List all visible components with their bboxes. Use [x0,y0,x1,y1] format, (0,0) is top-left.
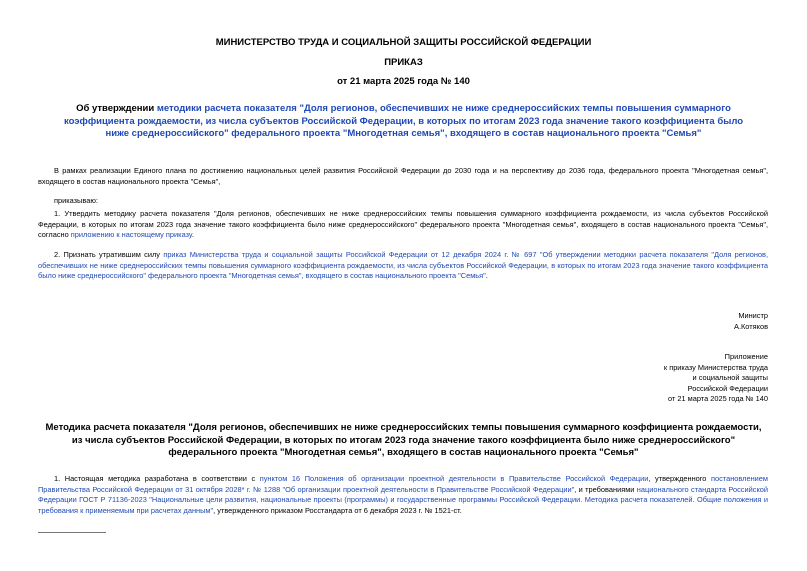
date-number-heading: от 21 марта 2025 года № 140 [337,76,470,87]
doc-type-heading: ПРИКАЗ [384,57,423,68]
item-2-order-link[interactable]: приказ Министерства труда и социальной защиты Российской Федерации от 12 декабря 2024 г. № 697 "Об утверждении методики расчета показателя "Доля регионов, обеспечивших не ниже среднероссийских темпы повышения суммарного коэффициента рождаемости, из числа субъектов Российской Федерации, в которых по итогам 2023 года значение такого коэффициента было ниже среднероссийского" федерального проекта "Многодетная семья", входящего в состав национального проекта "Семья" [38,250,769,281]
order-word: приказываю: [54,196,98,205]
method-p1-part-c: , и требованиями [574,484,637,494]
intro-paragraph: В рамках реализации Единого плана по достижению национальных целей развития Российской Федерации до 2030 года и на перспективу до 2036 года, федерального проекта "Многодетная семья", входящего в состав национального проекта "Семья", [38,166,768,186]
ministry-heading: МИНИСТЕРСТВО ТРУДА И СОЦИАЛЬНОЙ ЗАЩИТЫ РОССИЙСКОЙ ФЕДЕРАЦИИ [215,37,592,48]
signature-block [600,311,768,332]
footnote-separator [38,532,106,533]
method-p1-link-2[interactable]: постановлением Правительства Российской Федерации от 31 октября 2028* г. № 1288 "Об организации проектной деятельности в Правительстве Российской Федерации" [38,474,768,494]
method-p1-link-1[interactable]: пунктом 16 Положения об организации проектной деятельности в Правительстве Российской Федерации [259,474,649,483]
method-paragraph-1 [38,474,768,516]
item-1-paragraph [38,209,768,241]
order-title-prefix: Об утверждении [76,103,157,114]
method-p1-link-3[interactable]: национального стандарта Российской Федерации ГОСТ Р 71136-2023 "Национальные цели развития, национальные проекты (программы) и государственные программы Российской Федерации. Методика расчета показателей. Общие положения и требования к применяемым при расчетах данным" [38,484,768,515]
item-2-paragraph [38,250,768,282]
item-1-text: 1. Утвердить методику расчета показателя "Доля регионов, обеспечивших не ниже среднероссийских темпы повышения суммарного коэффициента рождаемости, из числа субъектов Российской Федерации, в которых по итогам 2023 года значение такого коэффициента было ниже среднероссийского" федерального проекта "Многодетная семья", входящего в состав национального проекта "Семья", согласно [38,209,768,240]
method-p1-part-d: , утвержденного приказом Росстандарта от 6 декабря 2023 г. № 1521-ст. [213,505,462,515]
signature-name: А.Котяков [734,321,768,331]
appendix-line-3: и социальной защиты [692,373,768,383]
item-1-appendix-link[interactable]: приложению к настоящему приказу [70,230,192,240]
appendix-block [560,352,768,405]
signature-position: Министр [738,311,768,320]
item-1-end: . [191,230,194,240]
item-2-text: 2. Признать утратившим силу [54,250,164,259]
order-title [52,103,755,141]
appendix-line-1: Приложение [724,352,768,361]
order-title-link[interactable]: методики расчета показателя "Доля регионов, обеспечивших не ниже среднероссийских темпы повышения суммарного коэффициента рождаемости, из числа субъектов Российской Федерации, в которых по итогам 2023 года значение такого коэффициента было ниже среднероссийского" федерального проекта "Многодетная семья", входящего в состав национального проекта "Семья" [63,103,744,139]
item-2-end: . [485,271,488,281]
appendix-line-2: к приказу Министерства труда [663,362,768,372]
method-p1-part-b: , утвержденного [648,474,711,483]
method-title: Методика расчета показателя "Доля регионов, обеспечивших не ниже среднероссийских темпы повышения суммарного коэффициента рождаемости, из числа субъектов Российской Федерации, в которых по итогам 2023 года значение такого коэффициента было ниже среднероссийского" федерального проекта "Многодетная семья", входящего в состав национального проекта "Семья" [45,422,762,458]
appendix-line-5: от 21 марта 2025 года № 140 [667,394,768,404]
appendix-line-4: Российской Федерации [687,383,768,393]
method-p1-part-a: 1. Настоящая методика разработана в соответствии с [54,474,260,483]
